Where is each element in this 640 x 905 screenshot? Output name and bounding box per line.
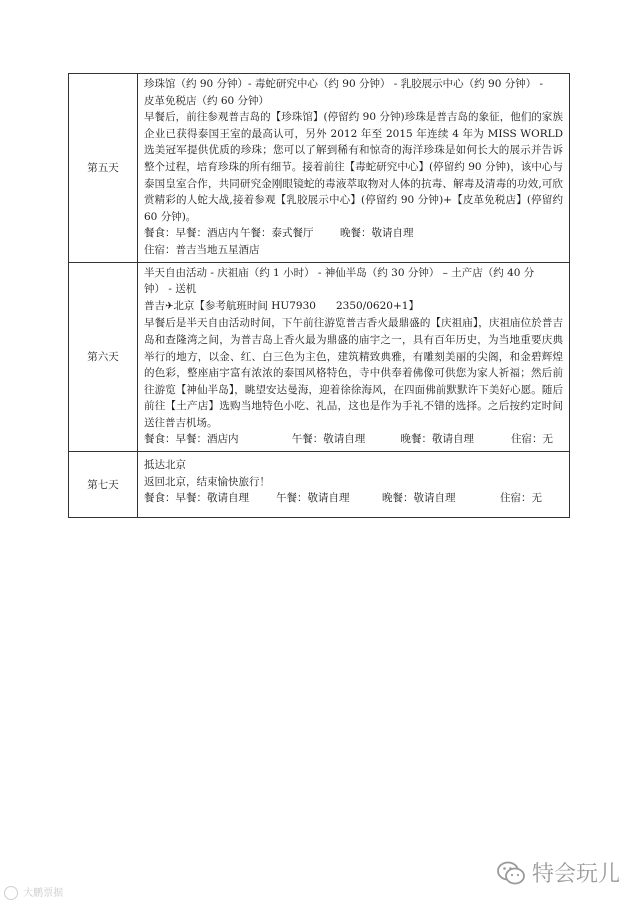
- flight-destination-info: 北京【参考航班时间 HU7930 2350/0620+1】: [173, 299, 419, 312]
- day7-dinner: 晚餐：敬请自理: [382, 492, 456, 505]
- day5-row: [69, 74, 570, 263]
- day7-title: 抵达北京: [144, 459, 186, 472]
- day6-title-line1: 半天自由活动 - 庆祖庙（约 1 小时） - 神仙半岛（约 30 分钟） – 土产店（约 40 分: [144, 266, 535, 279]
- day7-row: [69, 452, 570, 518]
- day6-label: 第六天: [69, 262, 138, 452]
- wechat-icon: [496, 860, 526, 886]
- day5-label: 第五天: [69, 74, 138, 263]
- day6-accommodation: 住宿：无: [511, 433, 553, 446]
- watermark-logo-icon: [4, 886, 18, 900]
- day7-label: 第七天: [69, 452, 138, 518]
- airplane-icon: ✈: [165, 300, 174, 312]
- day6-lunch: 午餐：敬请自理: [291, 433, 366, 446]
- day5-lunch: 午餐：泰式餐厅: [240, 227, 314, 240]
- flight-origin: 普吉: [144, 299, 165, 312]
- day6-row: [69, 262, 570, 452]
- footer-watermark-left: [4, 884, 63, 900]
- day5-breakfast: 餐食：早餐：酒店内: [144, 227, 239, 240]
- day7-description: 返回北京，结束愉快旅行！: [144, 475, 270, 488]
- day5-content: [138, 74, 570, 263]
- footer-watermark-right: [496, 857, 620, 888]
- day6-description: 早餐后是半天自由活动时间，下午前往游览普吉香火最鼎盛的【庆祖庙】，庆祖庙位於普吉岛和查隆湾之间，为普吉岛上香火最为鼎盛的庙宇之一，具有百年历史，为当地重要庆典举行的地方，以金、红、白三色为主色，建筑精致典雅，有雕刻美丽的尖阁，和金碧辉煌的色彩，整座庙宇富有浓浓的泰国风格特色，寺中供奉着佛像可供您为家人祈福；然后前往游览【神仙半岛】，眺望安达曼海，迎着徐徐海风，在四面佛前默默许下美好心愿。随后前往【土产店】选购当地特色小吃、礼品，这也是作为手礼不错的选择。之后按约定时间送往普吉机场。: [144, 317, 563, 429]
- day7-content: [138, 452, 570, 518]
- day6-content: [138, 262, 570, 452]
- day7-lunch: 午餐：敬请自理: [276, 492, 350, 505]
- day7-meals: [144, 490, 563, 507]
- day5-title-line1: 珍珠馆（约 90 分钟）- 毒蛇研究中心（约 90 分钟） - 乳胶展示中心（约 90 分钟） -: [144, 78, 544, 90]
- day6-breakfast: 餐食：早餐：酒店内: [144, 433, 239, 446]
- day7-accommodation: 住宿：无: [500, 492, 542, 505]
- footer-left-text: 大鹏票据: [23, 888, 64, 899]
- day6-meals: [144, 431, 563, 448]
- itinerary-table: [68, 73, 570, 518]
- footer-right-text: 特会玩儿: [531, 862, 620, 887]
- day5-accommodation: 住宿：普吉当地五星酒店: [144, 243, 260, 256]
- day5-dinner: 晚餐：敬请自理: [340, 227, 414, 240]
- day5-meals: [144, 225, 563, 242]
- day5-description: 早餐后，前往参观普吉岛的【珍珠馆】(停留约 90 分钟)珍珠是普吉岛的象征，他们的家族企业已获得泰国王室的最高认可，另外 2012 年至 2015 年连续 4 年为 MISS WORLD 选美冠军提供优质的珍珠；您可以了解到稀有和惊奇的海洋珍珠是如何长大的展示并告诉整个过程，培育珍珠的所有细节。接着前往【毒蛇研究中心】(停留约 90 分钟)，该中心与泰国皇室合作，共同研究金刚眼镜蛇的毒液萃取物对人体的抗毒、解毒及清毒的功效,可欣赏精彩的人蛇大战,接着参观【乳胶展示中心】(停留约 90 分钟)+【皮革免税店】(停留约 60 分钟)。: [144, 111, 563, 223]
- day6-flight: [144, 298, 563, 316]
- day6-title-line2: 钟） - 送机: [144, 283, 197, 296]
- day6-dinner: 晚餐：敬请自理: [400, 433, 474, 446]
- day5-title-line2: 皮革免税店（约 60 分钟）: [144, 94, 270, 107]
- day7-breakfast: 餐食：早餐：敬请自理: [144, 492, 249, 505]
